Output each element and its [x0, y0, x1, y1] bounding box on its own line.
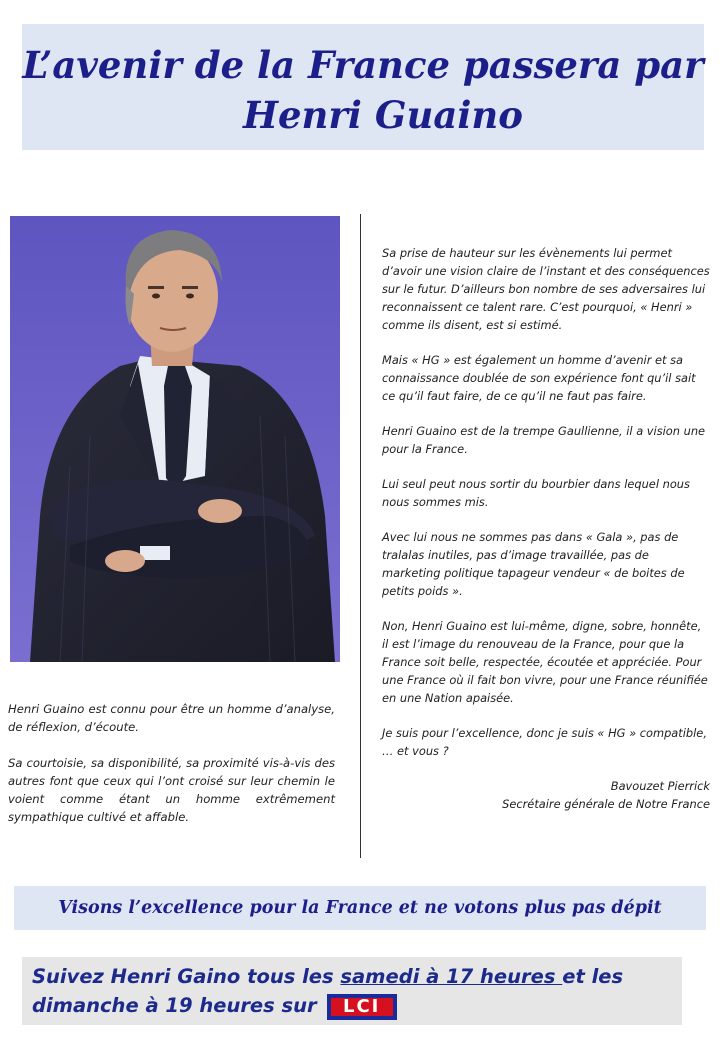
right-paragraph: Avec lui nous ne sommes pas dans « Gala », pas de tralalas inutiles, pas d’image travaillée, pas de marketing politique tapageur vendeur « de boites de petits poids ».: [382, 530, 685, 598]
column-divider: [360, 214, 361, 858]
follow-text-part2: et les dimanche à 19 heures sur: [32, 965, 624, 1017]
right-paragraph: Non, Henri Guaino est lui-même, digne, sobre, honnête, il est l’image du renouveau de la France, pour que la France soit belle, respectée, écoutée et appréciée. Pour une France où il fait bon vivre, pour une France réunifiée en une Nation apaisée.: [382, 619, 708, 705]
title-banner: [22, 24, 704, 150]
lci-logo-text: LCI: [342, 995, 381, 1017]
signature-name: Bavouzet Pierrick: [610, 779, 710, 793]
lci-logo: [327, 994, 397, 1020]
follow-schedule-underlined: samedi à 17 heures: [340, 965, 563, 988]
right-paragraph: Henri Guaino est de la trempe Gaullienne, il a vision une pour la France.: [382, 424, 706, 456]
title-line-2: Henri Guaino: [243, 93, 523, 137]
left-paragraph: Sa courtoisie, sa disponibilité, sa proximité vis-à-vis des autres font que ceux qui l’ont croisé sur leur chemin le voient comme étant un homme extrêmement sympathique cultivé et affable.: [8, 756, 335, 824]
right-paragraph: Sa prise de hauteur sur les évènements lui permet d’avoir une vision claire de l’instant et des conséquences sur le futur. D’ailleurs bon nombre de ses adversaires lui reconnaissent ce talent rare. C’est pourquoi, « Henri » comme ils disent, est si estimé.: [382, 246, 710, 332]
signature-role: Secrétaire générale de Notre France: [502, 797, 710, 811]
left-paragraph: Henri Guaino est connu pour être un homme d’analyse, de réflexion, d’écoute.: [8, 702, 335, 734]
follow-text-part1: Suivez Henri Gaino tous les: [32, 965, 341, 988]
title-line-1: L’avenir de la France passera par: [22, 43, 704, 87]
portrait-illustration: [10, 216, 340, 662]
right-paragraph: Mais « HG » est également un homme d’avenir et sa connaissance doublée de son expérience font qu’il sait ce qu’il faut faire, de ce qu’il ne faut pas faire.: [382, 353, 696, 403]
follow-banner: [22, 957, 682, 1025]
right-paragraph: Lui seul peut nous sortir du bourbier dans lequel nous nous sommes mis.: [382, 477, 690, 509]
slogan-banner: [14, 886, 706, 930]
left-column-text: [8, 700, 335, 844]
right-paragraph: Je suis pour l’excellence, donc je suis « HG » compatible, … et vous ?: [382, 726, 707, 758]
slogan-text: Visons l’excellence pour la France et ne votons plus pas dépit: [58, 898, 662, 918]
right-column-text: [382, 244, 710, 813]
portrait-photo: [10, 216, 340, 662]
